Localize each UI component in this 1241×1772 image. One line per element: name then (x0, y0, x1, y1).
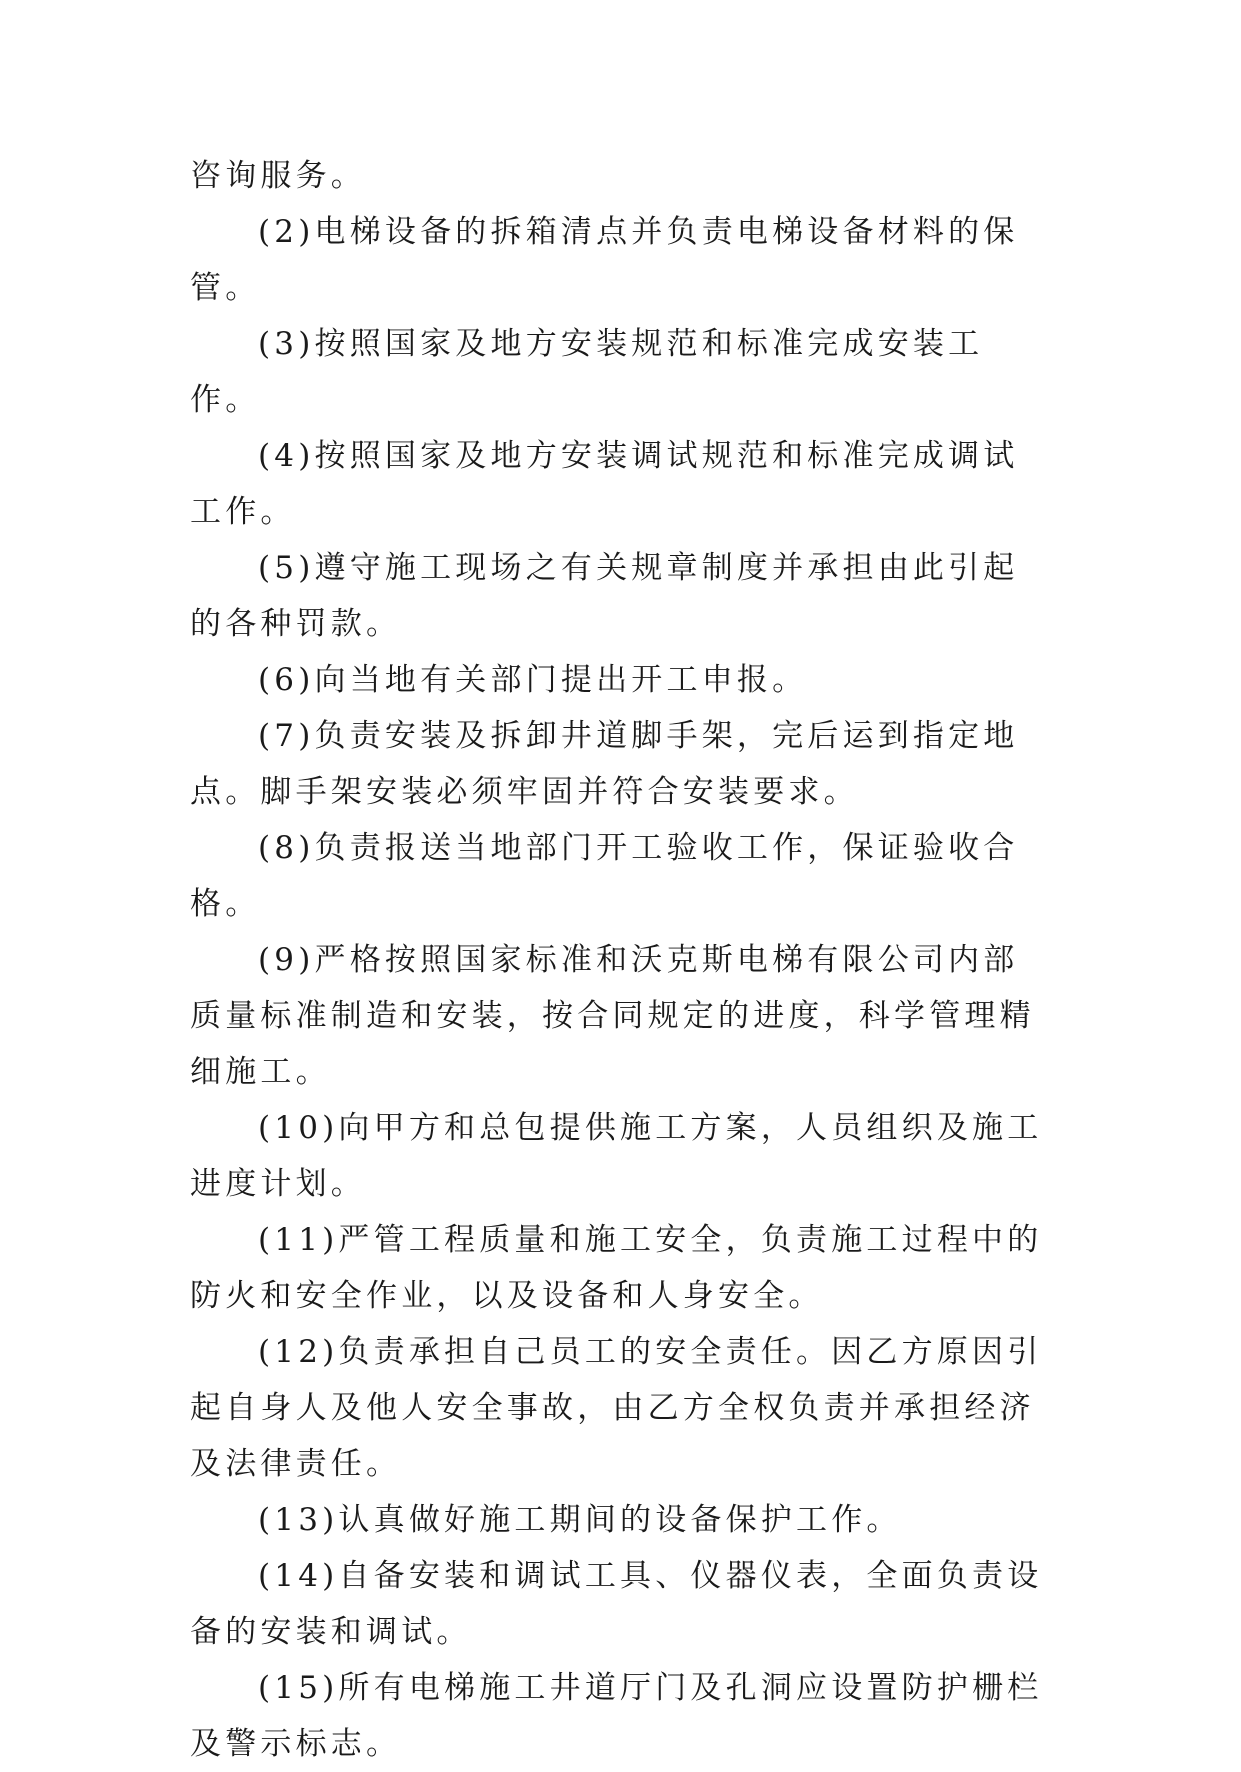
document-body (190, 148, 1050, 1772)
paragraph-item-14: (14)自备安装和调试工具、仪器仪表，全面负责设备的安装和调试。 (190, 1558, 1043, 1650)
paragraph-item-12: (12)负责承担自己员工的安全责任。因乙方原因引起自身人及他人安全事故，由乙方全权负责并承担经济及法律责任。 (190, 1334, 1043, 1482)
paragraph-item-8: (8)负责报送当地部门开工验收工作，保证验收合格。 (190, 830, 1019, 922)
paragraph-item-7: (7)负责安装及拆卸井道脚手架，完后运到指定地点。脚手架安装必须牢固并符合安装要求。 (190, 718, 1019, 810)
paragraph-item-9: (9)严格按照国家标准和沃克斯电梯有限公司内部质量标准制造和安装，按合同规定的进度，科学管理精细施工。 (190, 942, 1035, 1090)
paragraph-item-4: (4)按照国家及地方安装调试规范和标准完成调试工作。 (190, 438, 1019, 530)
paragraph-continuation: 咨询服务。 (190, 158, 366, 194)
paragraph-item-5: (5)遵守施工现场之有关规章制度并承担由此引起的各种罚款。 (190, 550, 1019, 642)
paragraph-item-11: (11)严管工程质量和施工安全，负责施工过程中的防火和安全作业，以及设备和人身安全。 (190, 1222, 1043, 1314)
paragraph-item-13: (13)认真做好施工期间的设备保护工作。 (258, 1502, 902, 1538)
paragraph-item-3: (3)按照国家及地方安装规范和标准完成安装工作。 (190, 326, 984, 418)
paragraph-item-2: (2)电梯设备的拆箱清点并负责电梯设备材料的保管。 (190, 214, 1019, 306)
paragraph-item-10: (10)向甲方和总包提供施工方案，人员组织及施工进度计划。 (190, 1110, 1043, 1202)
paragraph-item-15: (15)所有电梯施工井道厅门及孔洞应设置防护栅栏及警示标志。 (190, 1670, 1043, 1762)
paragraph-item-6: (6)向当地有关部门提出开工申报。 (258, 662, 808, 698)
